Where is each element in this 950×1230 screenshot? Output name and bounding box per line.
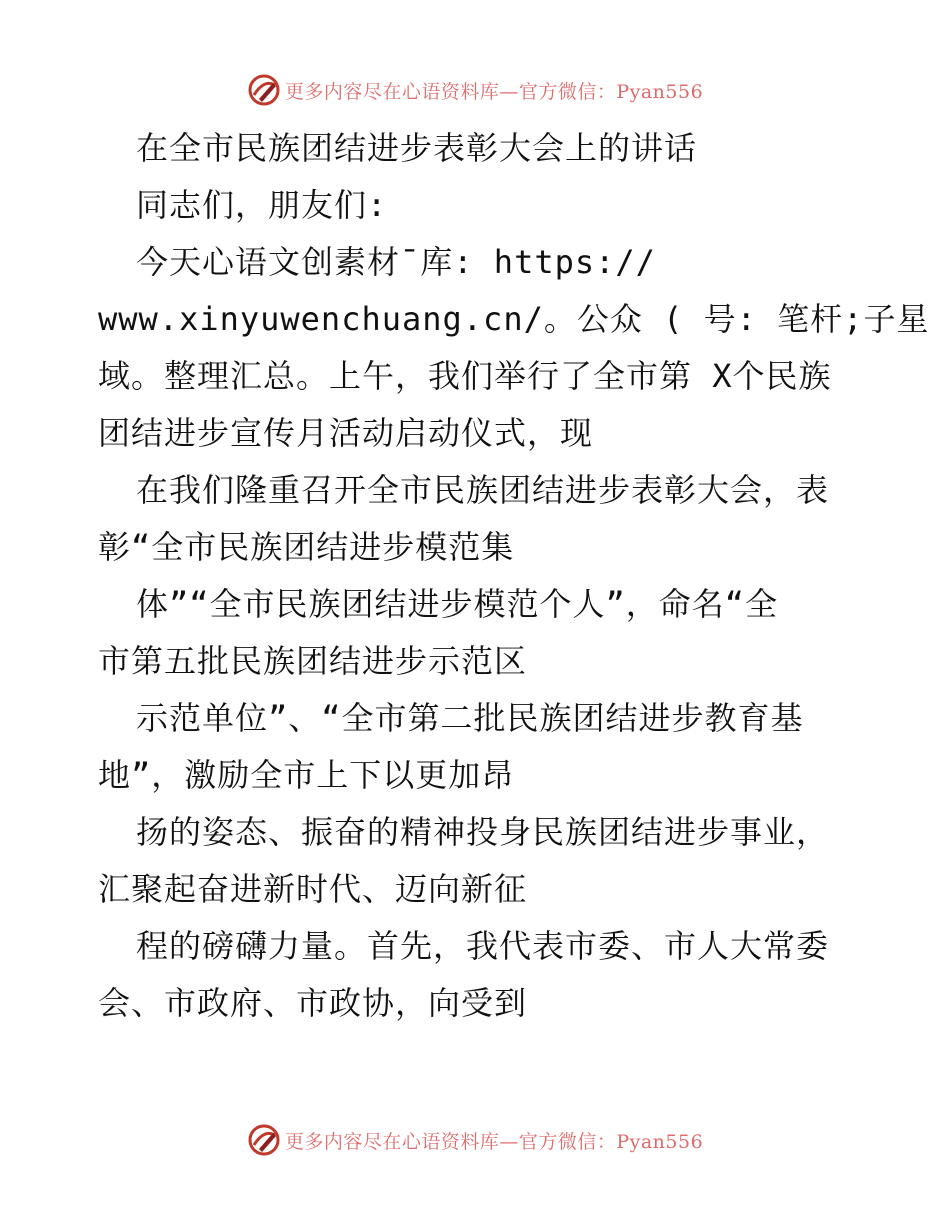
brush-pen-logo-icon (247, 1123, 281, 1157)
paragraph-line: 程的磅礴力量。首先，我代表市委、市人大常委 (136, 927, 830, 965)
paragraph-line: 体”“全市民族团结进步模范个人”，命名“全 (136, 585, 779, 623)
paragraph-line: 域。整理汇总。上午，我们举行了全市第 X个民族 (98, 357, 832, 395)
paragraph-line: 汇聚起奋进新时代、迈向新征 (98, 870, 528, 908)
salutation: 同志们，朋友们: (136, 186, 388, 224)
paragraph-line: 团结进步宣传月活动启动仪式，现 (98, 414, 594, 452)
footer-banner (0, 1120, 950, 1160)
footer-banner-text: 更多内容尽在心语资料库—官方微信：Pyan556 (284, 1130, 704, 1153)
brush-pen-logo-icon (247, 73, 281, 107)
paragraph-line: 在我们隆重召开全市民族团结进步表彰大会，表 (136, 471, 830, 509)
paragraph-line: 会、市政府、市政协，向受到 (98, 984, 528, 1022)
header-banner-text: 更多内容尽在心语资料库—官方微信：Pyan556 (284, 80, 704, 103)
paragraph-line: www.xinyuwenchuang.cn/。公众 ( 号: 笔杆;子星 (98, 300, 930, 338)
paragraph-line: 市第五批民族团结进步示范区 (98, 642, 528, 680)
document-body (98, 120, 930, 1032)
header-banner (0, 70, 950, 110)
paragraph-line: 彰“全市民族团结进步模范集 (98, 528, 515, 566)
paragraph-line: 地”，激励全市上下以更加昂 (98, 756, 515, 794)
document-title: 在全市民族团结进步表彰大会上的讲话 (136, 129, 698, 167)
paragraph-line: 今天心语文创素材¯库: https:// (136, 243, 656, 281)
paragraph-line: 示范单位”、“全市第二批民族团结进步教育基 (136, 699, 804, 737)
paragraph-line: 扬的姿态、振奋的精神投身民族团结进步事业， (136, 813, 830, 851)
